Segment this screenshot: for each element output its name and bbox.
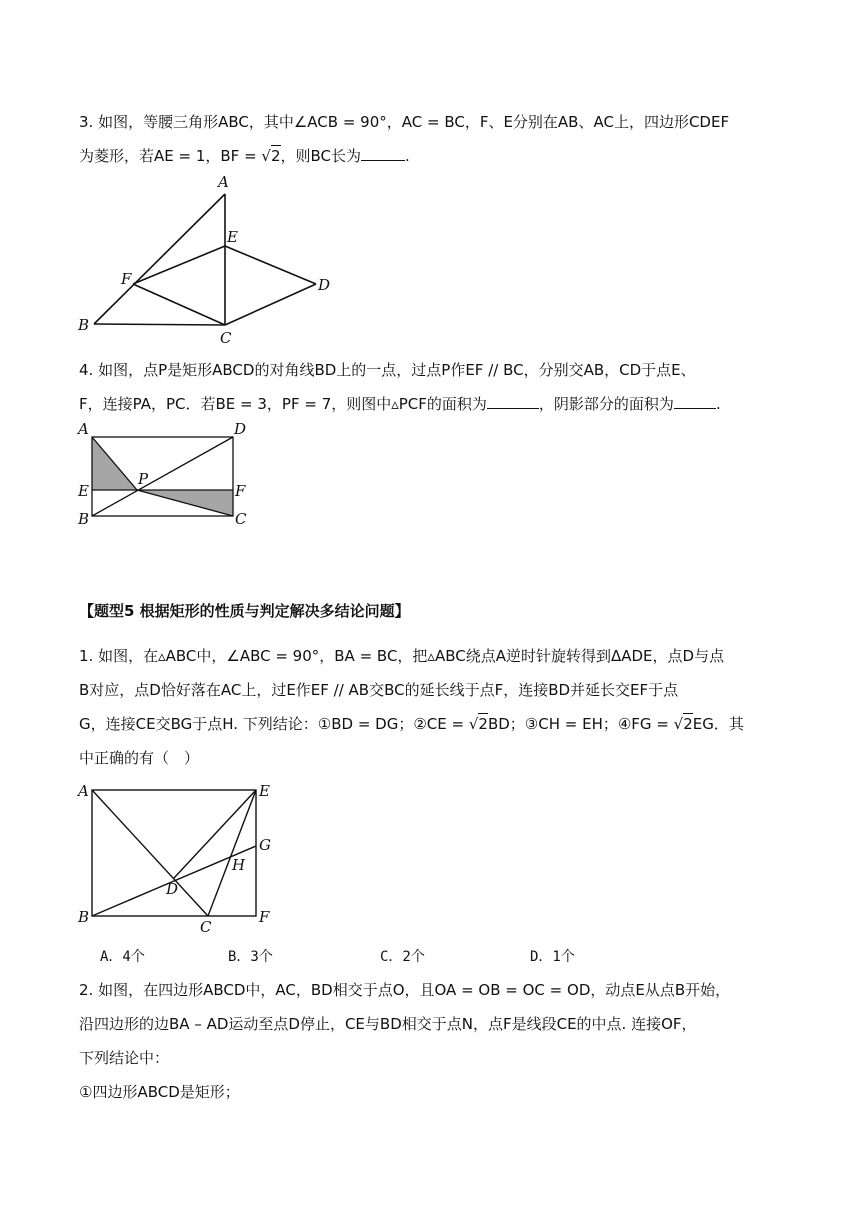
p1-label-d: D: [166, 880, 179, 898]
q4-line2-end: .: [715, 395, 721, 413]
q3-line2-text-a: 为菱形，若AE = 1，BF = √: [79, 147, 271, 165]
p1-option-d[interactable]: D．1个: [530, 949, 575, 965]
q3-label-d: D: [318, 276, 331, 294]
q3-label-a: A: [218, 173, 229, 191]
p1-option-b[interactable]: B．3个: [228, 949, 273, 965]
p2-line1: 2. 如图，在四边形ABCD中，AC，BD相交于点O，且OA = OB = OC = OD，动点E从点B开始，: [79, 981, 731, 999]
p1-line3-text-a: G，连接CE交BG于点H. 下列结论：①BD = DG；②CE = √: [79, 715, 479, 733]
section-title: 【题型5 根据矩形的性质与判定解决多结论问题】: [79, 602, 410, 620]
p1-line1: 1. 如图，在▵ABC中，∠ABC = 90°，BA = BC，把▵ABC绕点A逆时针旋转得到ΔADE，点D与点: [79, 647, 725, 665]
p1-sqrt-radicand-1: 2: [478, 715, 488, 733]
p2-line2: 沿四边形的边BA – AD运动至点D停止，CE与BD相交于点N，点F是线段CE的中点. 连接OF，: [79, 1015, 697, 1033]
q4-line1: 4. 如图，点P是矩形ABCD的对角线BD上的一点，过点P作EF // BC，分别交AB，CD于点E、: [79, 361, 696, 379]
q3-label-b: B: [78, 316, 90, 334]
p1-option-a[interactable]: A．4个: [100, 949, 145, 965]
q4-answer-blank-2[interactable]: [674, 394, 716, 409]
q3-line1: 3. 如图，等腰三角形ABC，其中∠ACB = 90°，AC = BC，F、E分别在AB、AC上，四边形CDEF: [79, 113, 730, 131]
p2-line4: ①四边形ABCD是矩形；: [79, 1083, 240, 1101]
q3-line2: [79, 146, 410, 166]
q4-label-c: C: [235, 510, 247, 528]
p1-label-g: G: [259, 836, 271, 854]
p1-line2: B对应，点D恰好落在AC上，过E作EF // AB交BC的延长线于点F，连接BD并延长交EF于点: [79, 681, 679, 699]
p1-label-a: A: [78, 782, 89, 800]
q3-label-f: F: [121, 270, 132, 288]
p1-option-c[interactable]: C．2个: [380, 949, 425, 965]
q3-label-c: C: [220, 329, 232, 347]
p1-label-c: C: [200, 918, 212, 936]
p1-line3-text-c: EG．其: [692, 715, 744, 733]
p1-label-b: B: [78, 908, 90, 926]
p1-rotation-figure: [72, 778, 292, 936]
p1-line3: [79, 714, 744, 734]
p1-line4: 中正确的有（ ）: [79, 749, 200, 767]
q4-rectangle-figure: [72, 418, 272, 534]
q4-line2: [79, 394, 721, 414]
p2-line3: 下列结论中：: [79, 1049, 170, 1067]
q4-label-b: B: [78, 510, 90, 528]
p1-sqrt-radicand-2: 2: [683, 715, 693, 733]
q3-line2-text-b: ，则BC长为: [280, 147, 362, 165]
p1-label-f: F: [259, 908, 270, 926]
q4-line2-text-b: ，阴影部分的面积为: [538, 395, 674, 413]
q3-answer-blank[interactable]: [361, 146, 405, 161]
q3-rhombus-figure: [72, 170, 342, 350]
p1-line3-text-b: BD；③CH = EH；④FG = √: [487, 715, 684, 733]
q3-line2-end: .: [405, 147, 410, 165]
q4-label-f: F: [235, 482, 246, 500]
q4-label-a: A: [78, 420, 89, 438]
p1-label-e: E: [259, 782, 270, 800]
q4-label-d: D: [234, 420, 247, 438]
q4-answer-blank-1[interactable]: [487, 394, 539, 409]
q4-label-p: P: [138, 470, 149, 488]
q4-label-e: E: [78, 482, 89, 500]
p1-label-h: H: [232, 856, 246, 874]
q3-label-e: E: [227, 228, 238, 246]
q3-sqrt-radicand: 2: [270, 147, 281, 165]
q4-line2-text-a: F，连接PA，PC．若BE = 3，PF = 7，则图中▵PCF的面积为: [79, 395, 487, 413]
